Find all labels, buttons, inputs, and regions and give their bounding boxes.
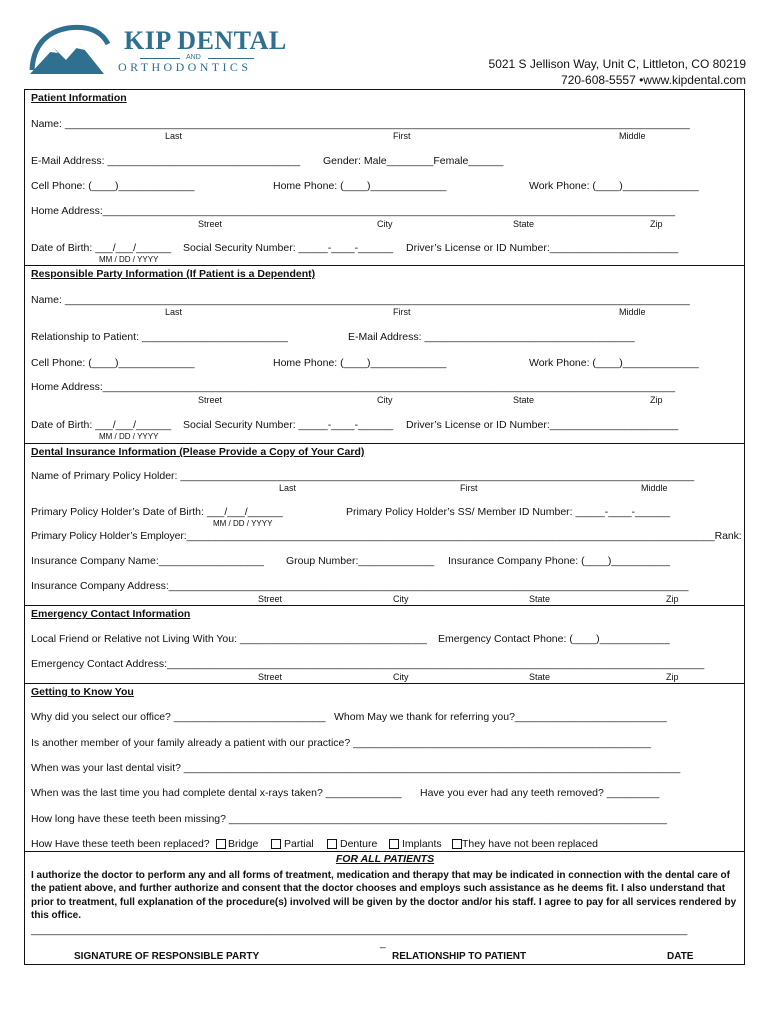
logo-rule-right — [208, 58, 254, 59]
address-label-zip: Zip — [666, 672, 679, 682]
divider — [24, 683, 745, 684]
patient-email-field[interactable]: E-Mail Address: _________________________________ — [31, 155, 301, 167]
logo-rule-left — [140, 58, 180, 59]
teeth-missing-field[interactable]: How long have these teeth been missing? ___________________________________________________________________________ — [31, 813, 667, 825]
address-label-zip: Zip — [650, 395, 663, 405]
checkbox-partial[interactable] — [271, 839, 281, 849]
family-patient-field[interactable]: Is another member of your family already a patient with our practice? ___________________________________________________ — [31, 737, 651, 749]
logo-main: KIP DENTAL — [124, 26, 287, 55]
checkbox-bridge[interactable] — [216, 839, 226, 849]
name-label-middle: Middle — [619, 307, 646, 317]
policy-holder-employer-field[interactable]: Primary Policy Holder’s Employer:____________________________________________________________________________________________Rank: — [31, 530, 742, 542]
logo-sub: ORTHODONTICS — [118, 60, 252, 74]
insurance-phone-field[interactable]: Insurance Company Phone: (____)__________ — [448, 555, 670, 567]
option-denture-label: Denture — [340, 838, 378, 850]
option-partial-label: Partial — [284, 838, 314, 850]
emergency-address-field[interactable]: Emergency Contact Address:____________________________________________________________________________________________ — [31, 658, 705, 670]
patient-license-field[interactable]: Driver’s License or ID Number:______________________ — [406, 242, 679, 254]
divider — [24, 443, 745, 444]
teeth-removed-field[interactable]: Have you ever had any teeth removed? _________ — [420, 787, 660, 799]
option-not-replaced-label: They have not been replaced — [462, 838, 599, 850]
responsible-heading: Responsible Party Information (If Patient is a Dependent) — [31, 268, 316, 280]
why-select-office-field[interactable]: Why did you select our office? __________________________ — [31, 711, 326, 723]
signature-label: SIGNATURE OF RESPONSIBLE PARTY — [74, 951, 260, 962]
address-label-state: State — [529, 672, 551, 682]
name-label-middle: Middle — [619, 131, 646, 141]
divider — [24, 265, 745, 266]
responsible-relationship-field[interactable]: Relationship to Patient: _________________________ — [31, 331, 288, 343]
name-label-first: First — [393, 307, 411, 317]
know-heading: Getting to Know You — [31, 686, 134, 698]
patient-ssn-field[interactable]: Social Security Number: _____-____-______ — [183, 242, 394, 254]
responsible-address-field[interactable]: Home Address:__________________________________________________________________________________________________ — [31, 381, 676, 393]
dob-format-label: MM / DD / YYYY — [99, 432, 159, 441]
address-label-zip: Zip — [650, 219, 663, 229]
responsible-name-field[interactable]: Name: ___________________________________________________________________________________________________________ — [31, 294, 690, 306]
clinic-address: 5021 S Jellison Way, Unit C, Littleton, CO 80219 — [488, 57, 746, 71]
address-label-street: Street — [258, 672, 283, 682]
option-implants-label: Implants — [402, 838, 442, 850]
replacement-question: How Have these teeth been replaced? — [31, 838, 210, 850]
policy-holder-ssn-field[interactable]: Primary Policy Holder’s SS/ Member ID Number: _____-____-______ — [346, 506, 671, 518]
consent-text: I authorize the doctor to perform any and all forms of treatment, medication and therapy that may be indicated in connection with the dental care of the patient above, and further authorize and consent that the doctor chooses and employs such assistance as he deems fit. I also understand that prior to treatment, full explanation of the procedure(s) involved will be given by the doctor and/or his staff. I agree to pay for all services rendered by this office. — [31, 870, 737, 921]
checkbox-not-replaced[interactable] — [452, 839, 462, 849]
patient-heading: Patient Information — [31, 92, 127, 104]
address-label-state: State — [513, 395, 535, 405]
divider — [24, 605, 745, 606]
address-label-city: City — [393, 594, 409, 604]
logo-mountain-icon — [28, 20, 110, 76]
address-label-street: Street — [198, 219, 223, 229]
address-label-city: City — [377, 395, 393, 405]
logo-and: AND — [186, 54, 201, 61]
address-label-city: City — [377, 219, 393, 229]
patient-dob-field[interactable]: Date of Birth: ___/___/______ — [31, 242, 172, 254]
signature-dash: _ — [380, 938, 386, 949]
name-label-middle: Middle — [641, 483, 668, 493]
policy-holder-dob-field[interactable]: Primary Policy Holder’s Date of Birth: ___/___/______ — [31, 506, 283, 518]
date-label: DATE — [667, 951, 694, 962]
responsible-ssn-field[interactable]: Social Security Number: _____-____-______ — [183, 419, 394, 431]
address-label-street: Street — [258, 594, 283, 604]
policy-holder-name-field[interactable]: Name of Primary Policy Holder: ________________________________________________________________________________________ — [31, 470, 695, 482]
relationship-label: RELATIONSHIP TO PATIENT — [392, 951, 527, 962]
patient-gender-field[interactable]: Gender: Male________Female______ — [323, 155, 504, 167]
xrays-field[interactable]: When was the last time you had complete dental x-rays taken? _____________ — [31, 787, 402, 799]
patient-home-phone-field[interactable]: Home Phone: (____)_____________ — [273, 180, 447, 192]
address-label-zip: Zip — [666, 594, 679, 604]
responsible-email-field[interactable]: E-Mail Address: ____________________________________ — [348, 331, 635, 343]
patient-address-field[interactable]: Home Address:__________________________________________________________________________________________________ — [31, 205, 676, 217]
name-label-first: First — [393, 131, 411, 141]
address-label-street: Street — [198, 395, 223, 405]
checkbox-implants[interactable] — [389, 839, 399, 849]
emergency-phone-field[interactable]: Emergency Contact Phone: (____)____________ — [438, 633, 670, 645]
last-visit-field[interactable]: When was your last dental visit? _____________________________________________________________________________________ — [31, 762, 681, 774]
name-label-first: First — [460, 483, 478, 493]
insurance-heading: Dental Insurance Information (Please Provide a Copy of Your Card) — [31, 446, 365, 458]
patient-work-phone-field[interactable]: Work Phone: (____)_____________ — [529, 180, 699, 192]
patient-name-field[interactable]: Name: ___________________________________________________________________________________________________________ — [31, 118, 690, 130]
dob-format-label: MM / DD / YYYY — [213, 519, 273, 528]
signature-line[interactable]: ______________________________________________________________________________________________________________________ — [31, 925, 688, 936]
responsible-home-phone-field[interactable]: Home Phone: (____)_____________ — [273, 357, 447, 369]
responsible-cell-field[interactable]: Cell Phone: (____)_____________ — [31, 357, 195, 369]
divider — [24, 851, 745, 852]
address-label-city: City — [393, 672, 409, 682]
emergency-heading: Emergency Contact Information — [31, 608, 191, 620]
name-label-last: Last — [165, 307, 183, 317]
option-bridge-label: Bridge — [228, 838, 259, 850]
consent-heading: FOR ALL PATIENTS — [335, 853, 435, 865]
checkbox-denture[interactable] — [327, 839, 337, 849]
group-number-field[interactable]: Group Number:_____________ — [286, 555, 435, 567]
patient-cell-field[interactable]: Cell Phone: (____)_____________ — [31, 180, 195, 192]
responsible-license-field[interactable]: Driver’s License or ID Number:______________________ — [406, 419, 679, 431]
emergency-friend-field[interactable]: Local Friend or Relative not Living With You: ________________________________ — [31, 633, 427, 645]
insurance-company-field[interactable]: Insurance Company Name:__________________ — [31, 555, 264, 567]
responsible-dob-field[interactable]: Date of Birth: ___/___/______ — [31, 419, 172, 431]
address-label-state: State — [529, 594, 551, 604]
name-label-last: Last — [165, 131, 183, 141]
name-label-last: Last — [279, 483, 297, 493]
dob-format-label: MM / DD / YYYY — [99, 255, 159, 264]
responsible-work-phone-field[interactable]: Work Phone: (____)_____________ — [529, 357, 699, 369]
clinic-contact: 720-608-5557 •www.kipdental.com — [561, 73, 746, 87]
address-label-state: State — [513, 219, 535, 229]
referral-field[interactable]: Whom May we thank for referring you?__________________________ — [334, 711, 667, 723]
insurance-address-field[interactable]: Insurance Company Address:_________________________________________________________________________________________ — [31, 580, 689, 592]
